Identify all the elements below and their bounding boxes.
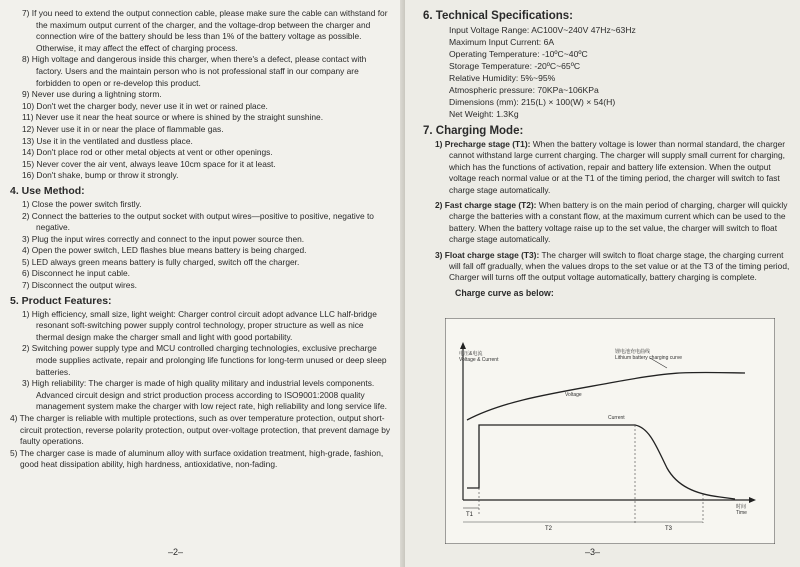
spec-value: 215(L) × 100(W) × 54(H) bbox=[521, 97, 616, 107]
use-method-item: 3) Plug the input wires correctly and connect to the input power source then. bbox=[22, 233, 305, 244]
spec-value: -20ºC~65ºC bbox=[534, 61, 581, 71]
use-method-item: 1) Close the power switch firstly. bbox=[22, 198, 142, 209]
t3-label: T3 bbox=[665, 526, 673, 532]
safety-list bbox=[6, 8, 393, 182]
spec-row bbox=[449, 108, 790, 120]
spec-value: -10ºC~40ºC bbox=[542, 49, 588, 59]
curve-label-cn: 锂电池充电曲线 bbox=[615, 349, 651, 355]
xlabel-en: Time bbox=[736, 510, 747, 516]
feature-item: 4) The charger is reliable with multiple protections, such as over temperature protection, output short-circuit protection, reverse polarity protection, output over-voltage protection, that prevent damage by faulty operations. bbox=[10, 413, 391, 447]
charging-mode-heading: 7. Charging Mode: bbox=[423, 125, 524, 137]
spec-label: Atmospheric pressure: bbox=[449, 85, 535, 95]
spec-row bbox=[449, 48, 790, 60]
feature-item: 1) High efficiency, small size, light weight: Charger control circuit adopt advance LLC half-bridge resonant soft-switching power supply control technology, proper structure as well as nice thermal design make the charger small and light with good portability. bbox=[22, 308, 377, 342]
specs-list bbox=[419, 24, 790, 120]
safety-item: 8) High voltage and dangerous inside this charger, when there's a defect, please contact with factory. Users and the maintain person who is not professional staff in our company are forbidden to open or re-develop this product. bbox=[22, 54, 367, 88]
safety-item: 10) Don't wet the charger body, never use it in wet or rained place. bbox=[22, 100, 268, 111]
right-page bbox=[405, 0, 800, 567]
spec-label: Input Voltage Range: bbox=[449, 25, 530, 35]
curve-label-en: Lithium battery charging curve bbox=[615, 355, 682, 361]
mode-item bbox=[419, 139, 790, 196]
mode-text: When the battery voltage is lower than normal standard, the charger cannot withstand large current charging. The charger will supply small current for charging, which has the functions of activation, repair and battery life extension. When the output voltage reach normal value or at the T1 of the timing period, the charger will switch to fast charge stage automatically. bbox=[449, 139, 786, 195]
features-list bbox=[6, 309, 393, 471]
safety-item: 16) Don't shake, bump or throw it strongly. bbox=[22, 170, 179, 181]
spec-value: 6A bbox=[543, 37, 555, 47]
safety-item: 13) Use it in the ventilated and dustless place. bbox=[22, 135, 193, 146]
use-method-item: 4) Open the power switch, LED flashes blue means battery is being charged. bbox=[22, 245, 307, 256]
spec-label: Maximum Input Current: bbox=[449, 37, 542, 47]
spec-value: AC100V~240V 47Hz~63Hz bbox=[531, 25, 636, 35]
charge-curve-diagram bbox=[445, 318, 775, 544]
safety-item: 11) Never use it near the heat source or where is shined by the straight sunshine. bbox=[22, 112, 324, 123]
mode-item bbox=[419, 250, 790, 284]
feature-item: 2) Switching power supply type and MCU controlled charging technologies, exclusive precharge mode supplies activate, repair and prolonging life functions for long-term unused or deep sleep batteries. bbox=[22, 343, 387, 377]
mode-title: 1) Precharge stage (T1): bbox=[435, 139, 531, 149]
charge-curve-svg bbox=[445, 318, 775, 544]
modes-list bbox=[419, 139, 790, 284]
spec-label: Relative Humidity: bbox=[449, 73, 519, 83]
safety-item: 14) Don't place rod or other metal objects at vent or other openings. bbox=[22, 147, 273, 158]
feature-item: 3) High reliability: The charger is made of high quality military and industrial levels components. Advanced circuit design and strict production process according to ISO9001:2008 quality management system make the charger with low reject rate, high reliability and long service life. bbox=[22, 378, 387, 412]
ylabel-en: Voltage & Current bbox=[459, 357, 499, 363]
spec-row bbox=[449, 72, 790, 84]
spec-value: 5%~95% bbox=[520, 73, 556, 83]
spec-label: Storage Temperature: bbox=[449, 61, 532, 71]
mode-text: When battery is on the main period of charging, charger will quickly charge the batteries with a constant flow, at the maximum current which can be used to the battery. When the battery voltage raise up to the set value, the charger will switch to float charge stage automatically. bbox=[449, 200, 788, 245]
spec-label: Net Weight: bbox=[449, 109, 494, 119]
spec-label: Dimensions (mm): bbox=[449, 97, 519, 107]
safety-item: 7) If you need to extend the output connection cable, please make sure the cable can withstand for the maximum output current of the charger, and the voltage-drop between the charger and connection wire of the battery should be less than 1% of the battery voltage as possible. Otherwise, it may affect the effect of charging process. bbox=[22, 8, 388, 53]
page-number-right: –3– bbox=[585, 547, 601, 557]
safety-item: 15) Never cover the air vent, always leave 10cm space for it at least. bbox=[22, 158, 276, 169]
current-label: Current bbox=[608, 415, 625, 421]
tech-specs-heading: 6. Technical Specifications: bbox=[423, 10, 573, 22]
spec-row bbox=[449, 96, 790, 108]
mode-title: 2) Fast charge stage (T2): bbox=[435, 200, 537, 211]
use-method-item: 7) Disconnect the output wires. bbox=[22, 280, 137, 291]
t2-label: T2 bbox=[545, 526, 553, 532]
safety-item: 12) Never use it in or near the place of flammable gas. bbox=[22, 123, 224, 134]
spec-row bbox=[449, 60, 790, 72]
ylabel-cn: 电压&电流 bbox=[459, 351, 483, 357]
mode-item bbox=[419, 200, 790, 246]
voltage-label: Voltage bbox=[565, 392, 582, 398]
chart-title: Charge curve as below: bbox=[455, 287, 554, 298]
safety-item: 9) Never use during a lightning storm. bbox=[22, 89, 162, 100]
spec-row bbox=[449, 84, 790, 96]
use-method-item: 2) Connect the batteries to the output socket with output wires—positive to positive, negative to negative. bbox=[22, 210, 374, 233]
spec-value: 1.3Kg bbox=[496, 109, 519, 119]
page-number-left: –2– bbox=[168, 547, 184, 557]
spec-row bbox=[449, 24, 790, 36]
xlabel-cn: 时间 bbox=[736, 504, 747, 510]
use-method-item: 6) Disconnect he input cable. bbox=[22, 268, 131, 279]
diagram-frame bbox=[445, 318, 775, 544]
feature-item: 5) The charger case is made of aluminum alloy with surface oxidation treatment, high-grade, fashion, good heat dissipation ability, high hardness, antioxidative, non-fading. bbox=[10, 447, 384, 470]
spec-value: 70KPa~106KPa bbox=[537, 85, 599, 95]
mode-title: 3) Float charge stage (T3): bbox=[435, 249, 540, 260]
t1-label: T1 bbox=[466, 512, 474, 518]
use-method-list bbox=[6, 199, 393, 292]
spec-row bbox=[449, 36, 790, 48]
features-heading: 5. Product Features: bbox=[10, 294, 112, 307]
use-method-heading: 4. Use Method: bbox=[10, 184, 85, 197]
mode-text: The charger will switch to float charge stage, the charging current will fall off gradually, when the values drops to the set value or at the T3 of the timing period, Charger will turns off the output voltage automatically, battery charging is complete. bbox=[449, 249, 790, 283]
spec-label: Operating Temperature: bbox=[449, 49, 540, 59]
use-method-item: 5) LED always green means battery is fully charged, switch off the charger. bbox=[22, 256, 300, 267]
